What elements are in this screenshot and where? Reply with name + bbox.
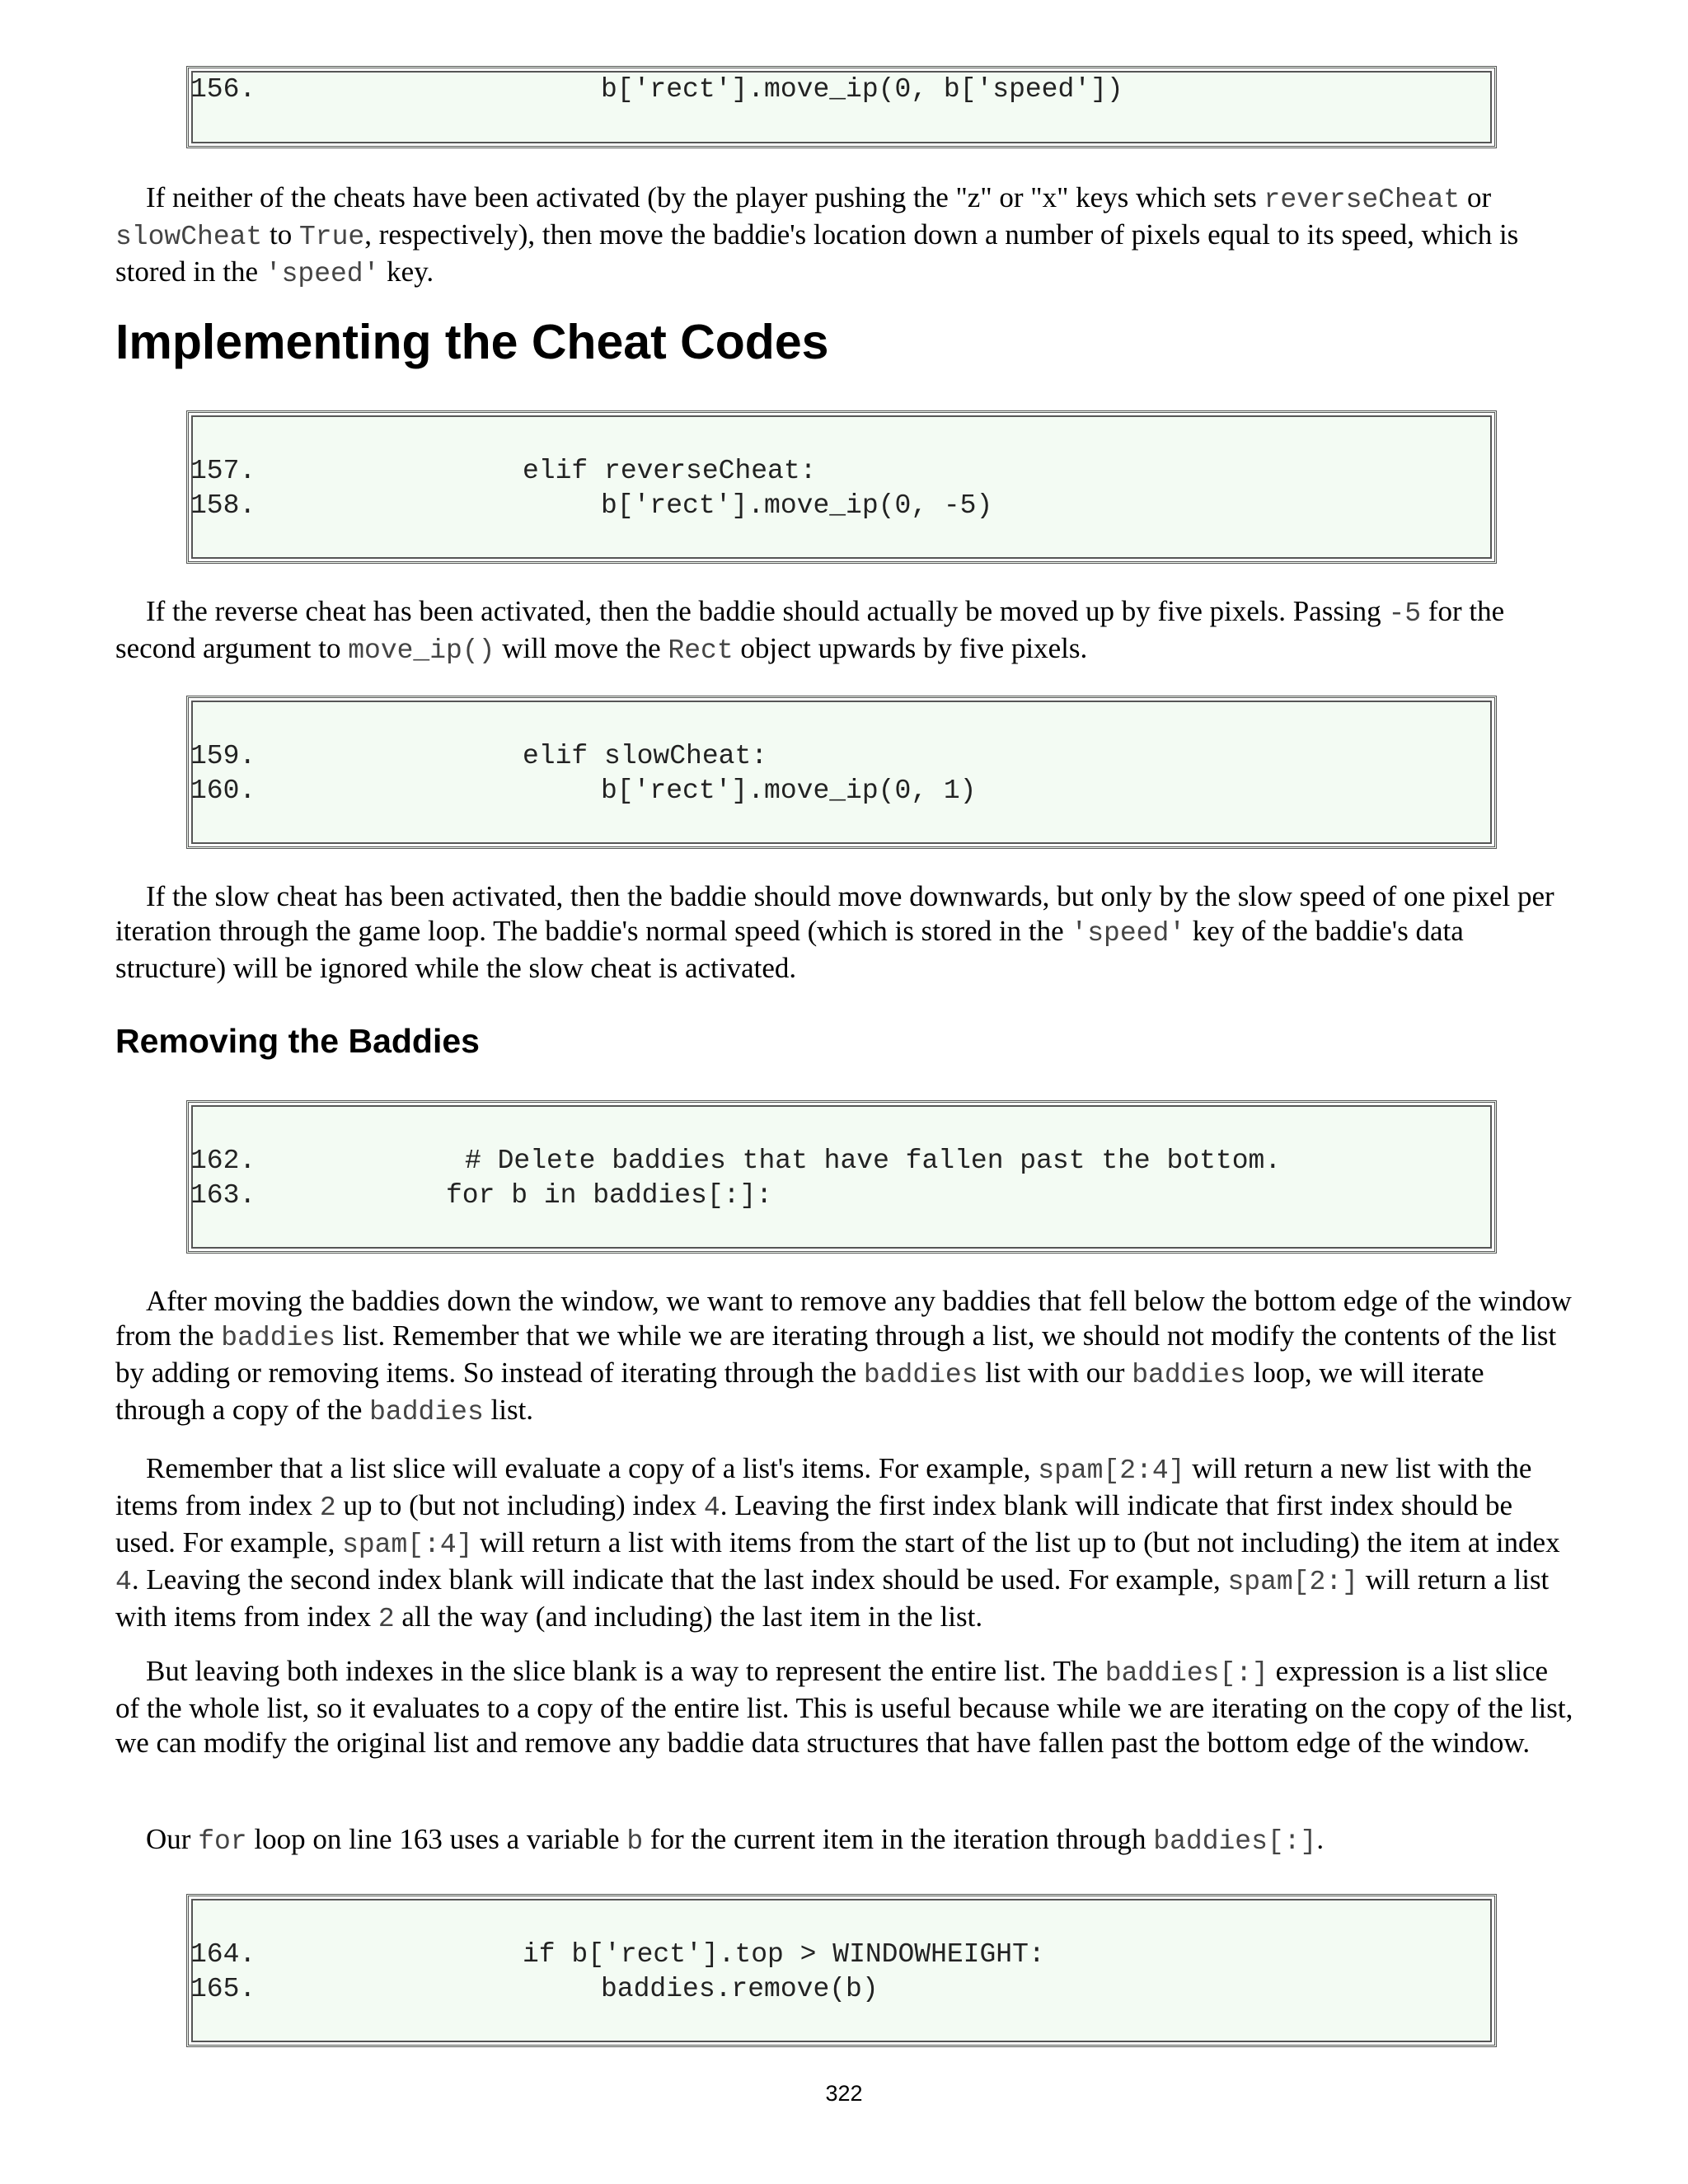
- paragraph-cheats-not-active: If neither of the cheats have been activated (by the player pushing the "z" or "x" keys which sets reverseCheat or slowCheat to True, respectively), then move the baddie's location down a number of pixels equal to its speed, which is stored in the 'speed' key.: [115, 181, 1519, 289]
- code-line: elif slowCheat:: [523, 741, 768, 771]
- line-number: 156.: [190, 74, 256, 105]
- subsection-heading: Removing the Baddies: [115, 1022, 480, 1060]
- line-number: 160.: [190, 776, 256, 806]
- code-block-164-165: [186, 1894, 1497, 2047]
- page-number: 322: [825, 2081, 863, 2106]
- code-line: # Delete baddies that have fallen past the bottom.: [465, 1146, 1282, 1176]
- code-line: b['rect'].move_ip(0, b['speed']): [601, 74, 1123, 105]
- code-block-162-163: [186, 1100, 1497, 1254]
- code-line: b['rect'].move_ip(0, 1): [601, 776, 977, 806]
- code-block-159-160: [186, 696, 1497, 849]
- line-number: 163.: [190, 1180, 256, 1211]
- line-number: 165.: [190, 1974, 256, 2004]
- paragraph-slow-cheat: If the slow cheat has been activated, then the baddie should move downwards, but only by the slow speed of one pixel per iteration through the game loop. The baddie's normal speed (which is stored in the 'speed' key of the baddie's data structure) will be ignored while the slow cheat is activated.: [115, 880, 1554, 984]
- paragraph-for-loop: Our for loop on line 163 uses a variable b for the current item in the iteration through baddies[:].: [146, 1823, 1325, 1857]
- code-line: baddies.remove(b): [601, 1974, 879, 2004]
- line-number: 159.: [190, 741, 256, 771]
- code-line: if b['rect'].top > WINDOWHEIGHT:: [523, 1939, 1045, 1970]
- line-number: 162.: [190, 1146, 256, 1176]
- code-line: elif reverseCheat:: [523, 456, 817, 486]
- line-number: 157.: [190, 456, 256, 486]
- line-number: 164.: [190, 1939, 256, 1970]
- section-heading: Implementing the Cheat Codes: [115, 315, 829, 369]
- code-line: for b in baddies[:]:: [446, 1180, 773, 1211]
- code-block-156: [186, 66, 1497, 148]
- code-line: b['rect'].move_ip(0, -5): [601, 490, 993, 521]
- code-block-157-158: [186, 410, 1497, 564]
- paragraph-removing-baddies: After moving the baddies down the window, we want to remove any baddies that fell below the bottom edge of the window from the baddies list. Remember that we while we are iterating through a list, we should not modify the contents of the list by adding or removing items. So instead of iterating through the baddies list with our baddies loop, we will iterate through a copy of the baddies list.: [115, 1285, 1572, 1427]
- paragraph-entire-list: But leaving both indexes in the slice blank is a way to represent the entire list. The baddies[:] expression is a list slice of the whole list, so it evaluates to a copy of the entire list. This is useful because while we are iterating on the copy of the list, we can modify the original list and remove any baddie data structures that have fallen past the bottom edge of the window.: [115, 1655, 1573, 1759]
- line-number: 158.: [190, 490, 256, 521]
- paragraph-reverse-cheat: If the reverse cheat has been activated, then the baddie should actually be moved up by five pixels. Passing -5 for the second argument to move_ip() will move the Rect object upwards by five pixels.: [115, 595, 1505, 666]
- paragraph-list-slice: Remember that a list slice will evaluate a copy of a list's items. For example, spam[2:4] will return a new list with the items from index 2 up to (but not including) index 4. Leaving the first index blank will indicate that first index should be used. For example, spam[:4] will return a list with items from the start of the list up to (but not including) the item at index 4. Leaving the second index blank will indicate that the last index should be used. For example, spam[2:] will return a list with items from index 2 all the way (and including) the last item in the list.: [115, 1452, 1560, 1634]
